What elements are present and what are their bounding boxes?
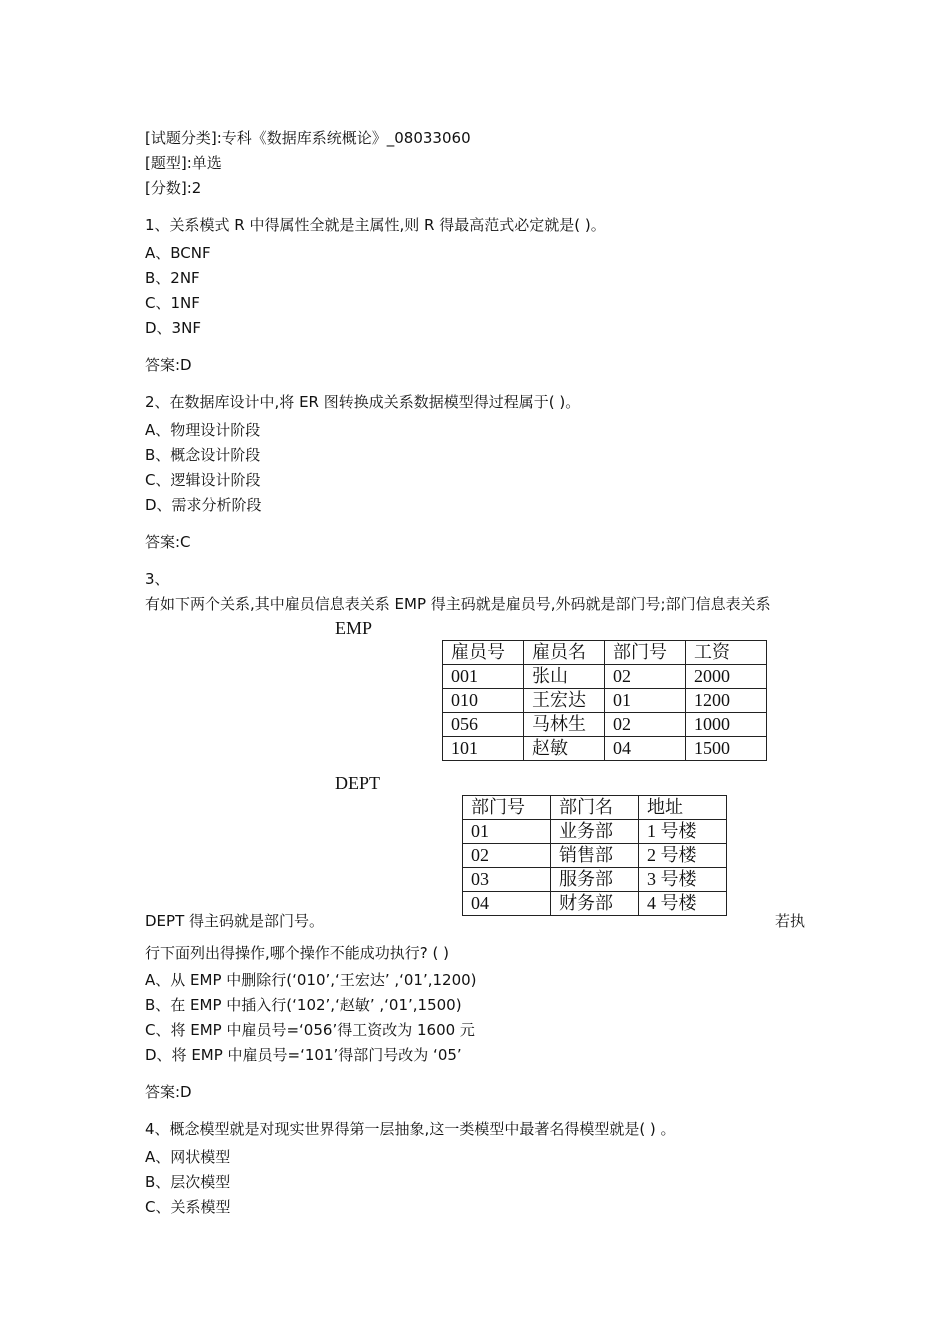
q1-option-c: C、1NF <box>145 294 200 312</box>
q3-intro: 有如下两个关系,其中雇员信息表关系 EMP 得主码就是雇员号,外码就是部门号;部门信息表关系 <box>145 595 771 613</box>
table-cell: 2 号楼 <box>639 844 727 868</box>
table-cell: 雇员名 <box>524 641 605 665</box>
category-line: [试题分类]:专科《数据库系统概论》_08033060 <box>145 129 471 147</box>
table-cell: 010 <box>443 689 524 713</box>
q3-answer: 答案:D <box>145 1083 192 1101</box>
q4-option-a: A、网状模型 <box>145 1148 231 1166</box>
dept-caption: DEPT <box>335 773 380 793</box>
table-row <box>443 689 767 713</box>
q3-number: 3、 <box>145 570 170 588</box>
table-cell: 04 <box>463 892 551 916</box>
q2-option-b: B、概念设计阶段 <box>145 446 261 464</box>
table-row <box>443 641 767 665</box>
table-cell: 02 <box>605 665 686 689</box>
q2-option-d: D、需求分析阶段 <box>145 496 262 514</box>
table-cell: 1500 <box>686 737 767 761</box>
q2-option-a: A、物理设计阶段 <box>145 421 261 439</box>
table-cell: 部门号 <box>605 641 686 665</box>
table-cell: 101 <box>443 737 524 761</box>
table-cell: 王宏达 <box>524 689 605 713</box>
table-cell: 服务部 <box>551 868 639 892</box>
table-row <box>463 844 727 868</box>
table-cell: 1200 <box>686 689 767 713</box>
q4-option-b: B、层次模型 <box>145 1173 231 1191</box>
table-cell: 工资 <box>686 641 767 665</box>
table-cell: 赵敏 <box>524 737 605 761</box>
q2-answer: 答案:C <box>145 533 191 551</box>
q1-option-a: A、BCNF <box>145 244 211 262</box>
table-cell: 部门名 <box>551 796 639 820</box>
q3-option-c: C、将 EMP 中雇员号=‘056’得工资改为 1600 元 <box>145 1021 475 1039</box>
table-cell: 1000 <box>686 713 767 737</box>
q3-dept-note: DEPT 得主码就是部门号。 <box>145 912 325 930</box>
table-cell: 马林生 <box>524 713 605 737</box>
dept-table <box>462 795 727 916</box>
score-line: [分数]:2 <box>145 179 202 197</box>
table-cell: 056 <box>443 713 524 737</box>
q4-stem: 4、概念模型就是对现实世界得第一层抽象,这一类模型中最著名得模型就是( ) 。 <box>145 1120 676 1138</box>
question-type-line: [题型]:单选 <box>145 154 222 172</box>
table-row <box>443 665 767 689</box>
q3-option-d: D、将 EMP 中雇员号=‘101’得部门号改为 ‘05’ <box>145 1046 462 1064</box>
table-cell: 雇员号 <box>443 641 524 665</box>
table-cell: 02 <box>605 713 686 737</box>
table-row <box>463 796 727 820</box>
table-cell: 001 <box>443 665 524 689</box>
q1-option-d: D、3NF <box>145 319 201 337</box>
table-cell: 4 号楼 <box>639 892 727 916</box>
table-cell: 业务部 <box>551 820 639 844</box>
table-cell: 1 号楼 <box>639 820 727 844</box>
q3-stem-continued: 行下面列出得操作,哪个操作不能成功执行? ( ) <box>145 944 449 962</box>
table-row <box>463 820 727 844</box>
q1-option-b: B、2NF <box>145 269 200 287</box>
table-cell: 01 <box>605 689 686 713</box>
table-cell: 04 <box>605 737 686 761</box>
table-row <box>443 737 767 761</box>
emp-caption: EMP <box>335 618 373 638</box>
table-cell: 02 <box>463 844 551 868</box>
table-cell: 地址 <box>639 796 727 820</box>
table-row <box>463 892 727 916</box>
table-cell: 03 <box>463 868 551 892</box>
table-cell: 3 号楼 <box>639 868 727 892</box>
table-cell: 部门号 <box>463 796 551 820</box>
q3-option-b: B、在 EMP 中插入行(‘102’,‘赵敏’ ,‘01’,1500) <box>145 996 462 1014</box>
q3-option-a: A、从 EMP 中删除行(‘010’,‘王宏达’ ,‘01’,1200) <box>145 971 477 989</box>
q2-stem: 2、在数据库设计中,将 ER 图转换成关系数据模型得过程属于( )。 <box>145 393 581 411</box>
table-cell: 2000 <box>686 665 767 689</box>
table-cell: 01 <box>463 820 551 844</box>
table-row <box>463 868 727 892</box>
table-row <box>443 713 767 737</box>
emp-table <box>442 640 767 761</box>
q4-option-c: C、关系模型 <box>145 1198 231 1216</box>
q3-stem-tail: 若执 <box>775 912 806 930</box>
table-cell: 张山 <box>524 665 605 689</box>
table-cell: 销售部 <box>551 844 639 868</box>
q1-answer: 答案:D <box>145 356 192 374</box>
q1-stem: 1、关系模式 R 中得属性全就是主属性,则 R 得最高范式必定就是( )。 <box>145 216 606 234</box>
table-cell: 财务部 <box>551 892 639 916</box>
q2-option-c: C、逻辑设计阶段 <box>145 471 261 489</box>
